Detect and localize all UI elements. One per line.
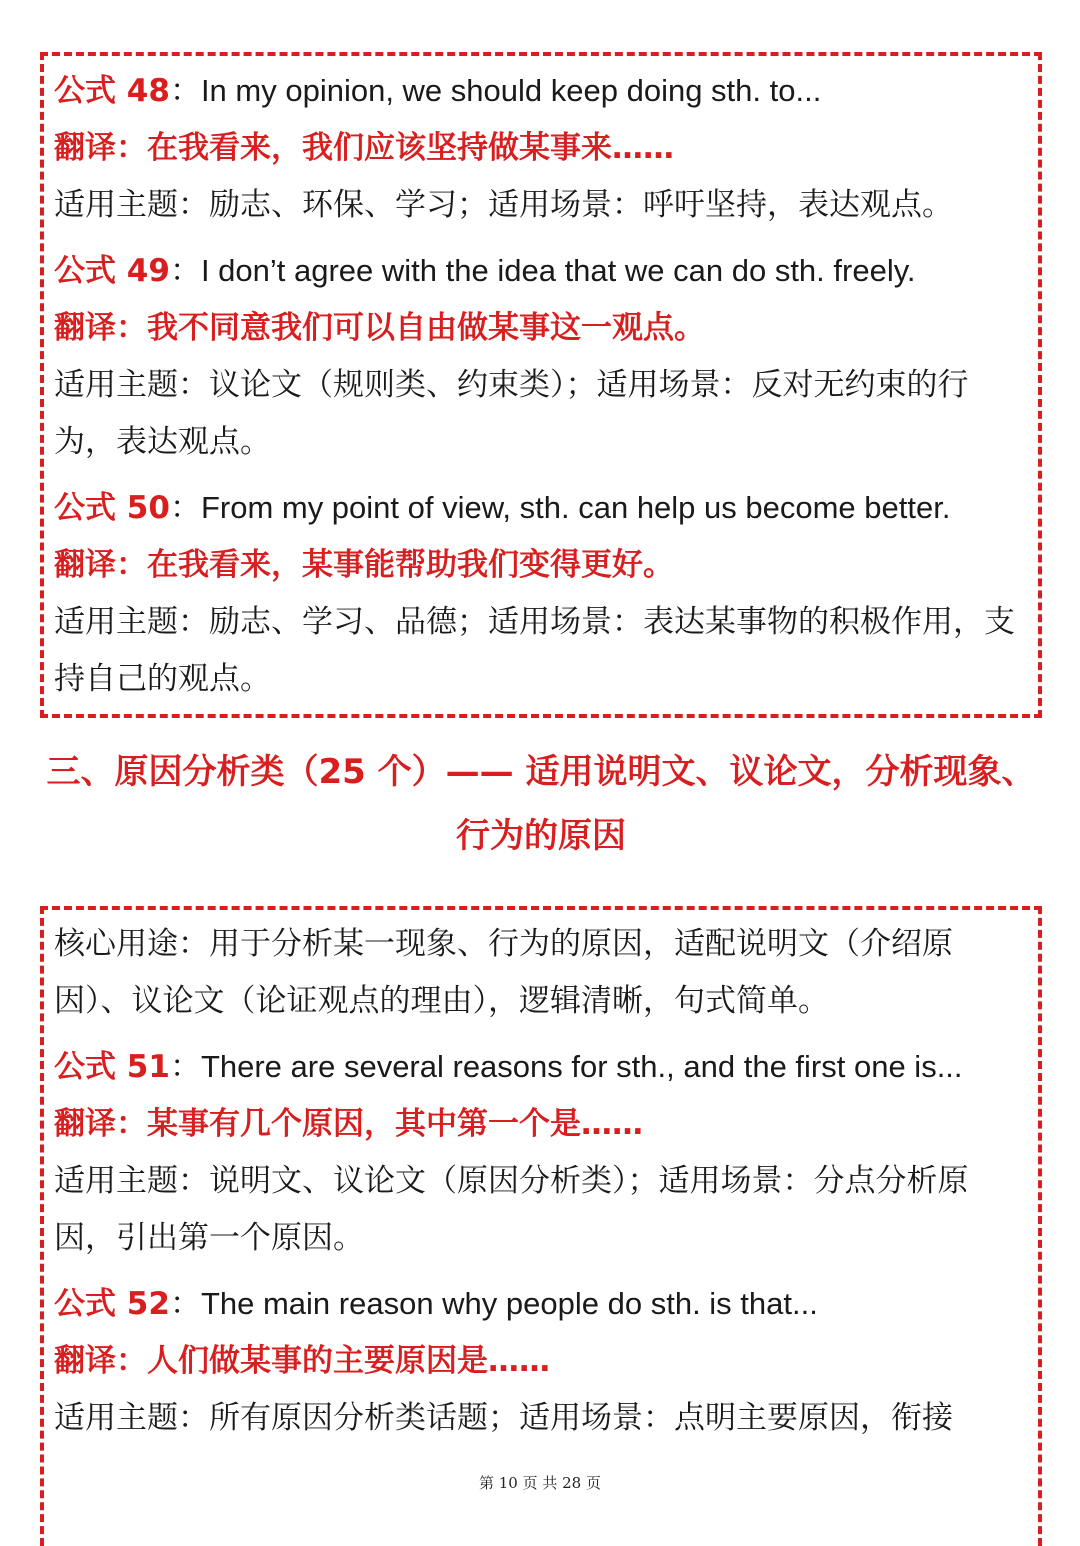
formula-translation: 翻译：人们做某事的主要原因是……: [54, 1343, 550, 1379]
formula-translation: 翻译：在我看来，某事能帮助我们变得更好。: [54, 547, 674, 583]
formula-translation: 翻译：我不同意我们可以自由做某事这一观点。: [54, 310, 705, 346]
formula-english: The main reason why people do sth. is that...: [200, 1286, 818, 1321]
formula-52: [54, 1275, 1028, 1447]
formula-separator: ：: [169, 1049, 201, 1085]
formula-box-2: [40, 906, 1042, 1546]
formula-usage: 适用主题：所有原因分析类话题；适用场景：点明主要原因，衔接: [54, 1400, 953, 1436]
formula-usage: 适用主题：议论文（规则类、约束类）；适用场景：反对无约束的行为，表达观点。: [54, 367, 969, 460]
formula-english: I don’t agree with the idea that we can do sth. freely.: [200, 253, 916, 288]
formula-48: [54, 62, 1028, 234]
formula-label: 公式 50: [54, 490, 170, 526]
page-number: 第 10 页 共 28 页: [478, 1474, 601, 1492]
formula-separator: ：: [169, 253, 201, 289]
formula-english: From my point of view, sth. can help us become better.: [200, 490, 951, 525]
formula-50: [54, 479, 1028, 708]
formula-label: 公式 48: [54, 73, 170, 109]
formula-translation: 翻译：在我看来，我们应该坚持做某事来……: [54, 130, 674, 166]
formula-translation: 翻译：某事有几个原因，其中第一个是……: [54, 1106, 643, 1142]
formula-label: 公式 49: [54, 253, 170, 289]
formula-english: In my opinion, we should keep doing sth. to...: [200, 73, 822, 108]
formula-box-1: [40, 52, 1042, 718]
formula-english: There are several reasons for sth., and the first one is...: [200, 1049, 963, 1084]
formula-label: 公式 51: [54, 1049, 170, 1085]
formula-usage: 适用主题：励志、环保、学习；适用场景：呼吁坚持，表达观点。: [54, 187, 953, 223]
formula-51: [54, 1038, 1028, 1267]
formula-separator: ：: [169, 1286, 201, 1322]
formula-label: 公式 52: [54, 1286, 170, 1322]
formula-usage: 适用主题：励志、学习、品德；适用场景：表达某事物的积极作用，支持自己的观点。: [54, 604, 1015, 697]
core-usage-intro: 核心用途：用于分析某一现象、行为的原因，适配说明文（介绍原因）、议论文（论证观点的理由），逻辑清晰，句式简单。: [54, 926, 953, 1019]
formula-49: [54, 242, 1028, 471]
formula-separator: ：: [169, 490, 201, 526]
formula-separator: ：: [169, 73, 201, 109]
section-title: 三、原因分析类（25 个）—— 适用说明文、议论文，分析现象、行为的原因: [46, 752, 1036, 856]
formula-usage: 适用主题：说明文、议论文（原因分析类）；适用场景：分点分析原因，引出第一个原因。: [54, 1163, 969, 1256]
